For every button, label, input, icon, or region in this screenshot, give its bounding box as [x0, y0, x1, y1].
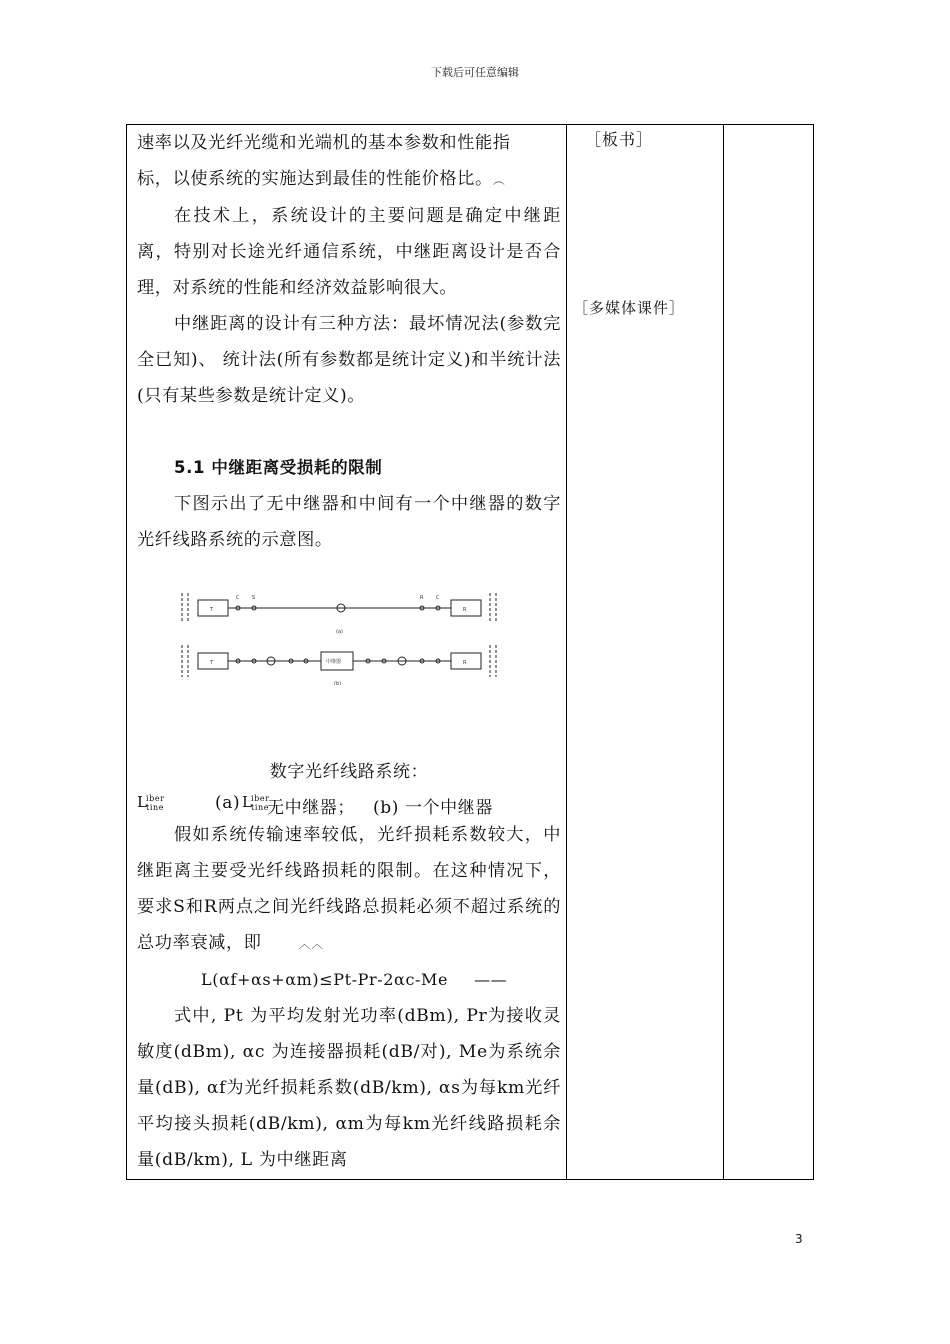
diagram-label-b: (b) [334, 681, 342, 685]
edit-mark-icon: ︵ [492, 172, 506, 187]
node-label: R [420, 595, 424, 601]
note-multimedia: ［多媒体课件］ [573, 299, 686, 317]
page-number: 3 [795, 1232, 803, 1246]
paragraph-variables: 式中, Pt 为平均发射光功率(dBm), Pr为接收灵敏度(dBm), αc 为连接器损耗(dB/对), Me为系统余量(dB), αf为光纤损耗系数(dB/km), αs为每km光纤平均接头损耗(dB/km), αm为每km光纤线路损耗余量(dB/km), L 为中继距离 [137, 1005, 561, 1170]
formula-text: L(αf+αs+αm)≤Pt-Pr-2αc-Me [201, 969, 449, 989]
content-column [137, 125, 561, 558]
figure-caption-title: 数字光纤线路系统： [269, 762, 429, 782]
paragraph-figure-intro: 下图示出了无中继器和中间有一个中继器的数字光纤线路系统的示意图。 [137, 493, 561, 550]
fiber-mark-letter: L [242, 793, 253, 811]
column-divider-1 [566, 125, 567, 1179]
node-label: T [210, 607, 214, 613]
fiber-system-diagram [176, 585, 506, 685]
column-divider-2 [723, 125, 724, 1179]
node-label: C [436, 595, 440, 601]
caption-a-label: (a) [215, 793, 241, 813]
paragraph-design: 在技术上，系统设计的主要问题是确定中继距离，特别对长途光纤通信系统，中继距离设计是否合理，对系统的性能和经济效益影响很大。 [137, 205, 561, 298]
fiber-mark-letter: L [137, 793, 148, 811]
paragraph-text: 标，以使系统的实施达到最佳的性能价格比。 [137, 169, 493, 189]
node-label: R [463, 607, 467, 613]
caption-b-text: (b) 一个中继器 [373, 798, 493, 818]
edit-mark-icon: ︿︿ [298, 936, 324, 951]
paragraph-loss-limit [137, 817, 561, 962]
node-label: R [463, 660, 467, 666]
note-blackboard: ［板书］ [585, 130, 654, 149]
paragraph-text: 假如系统传输速率较低，光纤损耗系数较大，中继距离主要受光纤线路损耗的限制。在这种情况下，要求S和R两点之间光纤线路总损耗必须不超过系统的总功率衰减，即 [137, 825, 561, 953]
node-label: C [236, 595, 240, 601]
node-label: S [252, 595, 256, 601]
spacer [137, 414, 561, 450]
fiber-mark-sup: iber [146, 794, 165, 803]
caption-a-text: 无中继器； [267, 798, 355, 818]
paragraph-methods: 中继距离的设计有三种方法：最坏情况法(参数完全已知)、 统计法(所有参数都是统计定义)和半统计法(只有某些参数是统计定义)。 [137, 313, 561, 406]
formula-line [137, 962, 561, 998]
fiber-mark-sub: tine [251, 803, 270, 812]
fiber-mark-sup: iber [251, 794, 270, 803]
node-label: T [210, 660, 214, 666]
paragraph-line [137, 161, 561, 198]
section-heading: 5.1 中继距离受损耗的限制 [174, 457, 383, 477]
page-header: 下载后可任意编辑 [431, 66, 519, 79]
formula-tail: —— [474, 969, 508, 989]
content-column-lower [137, 817, 561, 1178]
repeater-label: 中继器 [326, 659, 342, 665]
fiber-mark-sub: tine [146, 803, 165, 812]
lesson-table [126, 124, 814, 1180]
paragraph-line: 速率以及光纤光缆和光端机的基本参数和性能指 [137, 133, 511, 153]
diagram-label-a: (a) [336, 629, 343, 635]
